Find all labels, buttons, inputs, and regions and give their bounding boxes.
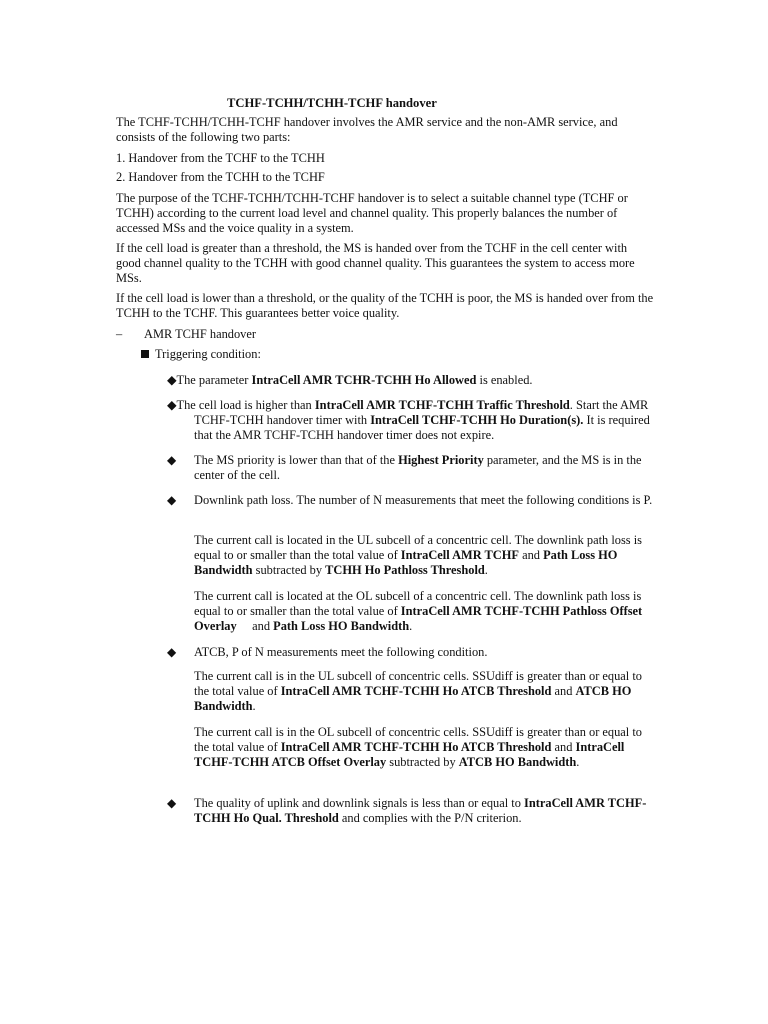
diamond-bullet-icon: ◆ [167,373,177,387]
bullet-4-sub-ul: The current call is located in the UL subcell of a concentric cell. The downlink path loss is equal to or smaller than the total value of IntraCell AMR TCHF and Path Loss HO Bandwidth subtracted by TCHH Ho Pathloss Threshold. [194,533,642,577]
diamond-bullet-icon: ◆ [167,796,177,810]
load-high-paragraph: If the cell load is greater than a threshold, the MS is handed over from the TCHF in the cell center with good channel quality to the TCHH with good channel quality. This guarantees the system to access more MSs. [116,241,635,285]
bullet-6-text: The quality of uplink and downlink signals is less than or equal to IntraCell AMR TCHF-TCHH Ho Qual. Threshold and complies with the P/N criterion. [194,796,647,825]
bullet-5-sub-ol: The current call is in the OL subcell of concentric cells. SSUdiff is greater than or equal to the total value of IntraCell AMR TCHF-TCHH Ho ATCB Threshold and IntraCell TCHF-TCHH ATCB Offset Overlay subtracted by ATCB HO Bandwidth. [194,725,642,769]
condition-bullet-4 [167,493,657,508]
bullet-1-text: ◆The parameter IntraCell AMR TCHR-TCHH Ho Allowed is enabled. [167,373,533,387]
param-ho-duration: IntraCell TCHF-TCHH Ho Duration(s). [370,413,584,427]
dash-marker: – [116,327,123,341]
page-title: TCHF-TCHH/TCHH-TCHF handover [227,96,437,110]
triggering-condition-heading [141,347,261,362]
condition-bullet-2 [167,398,657,443]
bullet-5-sub-ul: The current call is in the UL subcell of concentric cells. SSUdiff is greater than or equal to the total value of IntraCell AMR TCHF-TCHH Ho ATCB Threshold and ATCB HO Bandwidth. [194,669,642,713]
param-qual-threshold: IntraCell AMR TCHF-TCHH Ho Qual. Threshold [194,796,647,825]
condition-bullet-6 [167,796,657,826]
intro-paragraph: The TCHF-TCHH/TCHH-TCHF handover involves the AMR service and the non-AMR service, and consists of the following two parts: [116,115,618,144]
condition-bullet-1 [167,373,657,388]
param-ho-allowed: IntraCell AMR TCHR-TCHH Ho Allowed [251,373,477,387]
bullet-4-text: Downlink path loss. The number of N measurements that meet the following conditions is P. [194,493,653,507]
load-low-paragraph: If the cell load is lower than a threshold, or the quality of the TCHH is poor, the MS is handed over from the TCHH to the TCHF. This guarantees better voice quality. [116,291,654,320]
diamond-bullet-icon: ◆ [167,493,177,507]
bullet-2-text: ◆The cell load is higher than IntraCell AMR TCHF-TCHH Traffic Threshold. Start the AMR TCHF-TCHH handover timer with IntraCell TCHF-TCHH Ho Duration(s). It is required that the AMR TCHF-TCHH handover timer does not expire. [167,398,650,442]
condition-bullet-3 [167,453,657,483]
bullet-5-text: ATCB, P of N measurements meet the following condition. [194,645,488,659]
diamond-bullet-icon: ◆ [167,645,177,659]
amr-tchf-handover-heading [116,327,256,342]
part-1: 1. Handover from the TCHF to the TCHH [116,151,325,165]
diamond-bullet-icon: ◆ [167,398,177,412]
purpose-paragraph: The purpose of the TCHF-TCHH/TCHH-TCHF handover is to select a suitable channel type (TCHF or TCHH) according to the current load level and channel quality. This properly balances the number of accessed MSs and the voice quality in a system. [116,191,628,235]
part-2: 2. Handover from the TCHH to the TCHF [116,170,325,184]
param-highest-priority: Highest Priority [398,453,484,467]
condition-bullet-5 [167,645,657,660]
amr-heading-text: AMR TCHF handover [144,327,256,341]
trigger-heading-text: Triggering condition: [155,347,261,361]
bullet-3-text: The MS priority is lower than that of the Highest Priority parameter, and the MS is in the center of the cell. [194,453,642,482]
diamond-bullet-icon: ◆ [167,453,177,467]
square-bullet-icon [141,350,149,358]
param-traffic-threshold: IntraCell AMR TCHF-TCHH Traffic Threshold [314,398,570,412]
bullet-4-sub-ol: The current call is located at the OL subcell of a concentric cell. The downlink path loss is equal to or smaller than the total value of IntraCell AMR TCHF-TCHH Pathloss Offset Overlay and Path Loss HO Bandwidth. [194,589,643,633]
